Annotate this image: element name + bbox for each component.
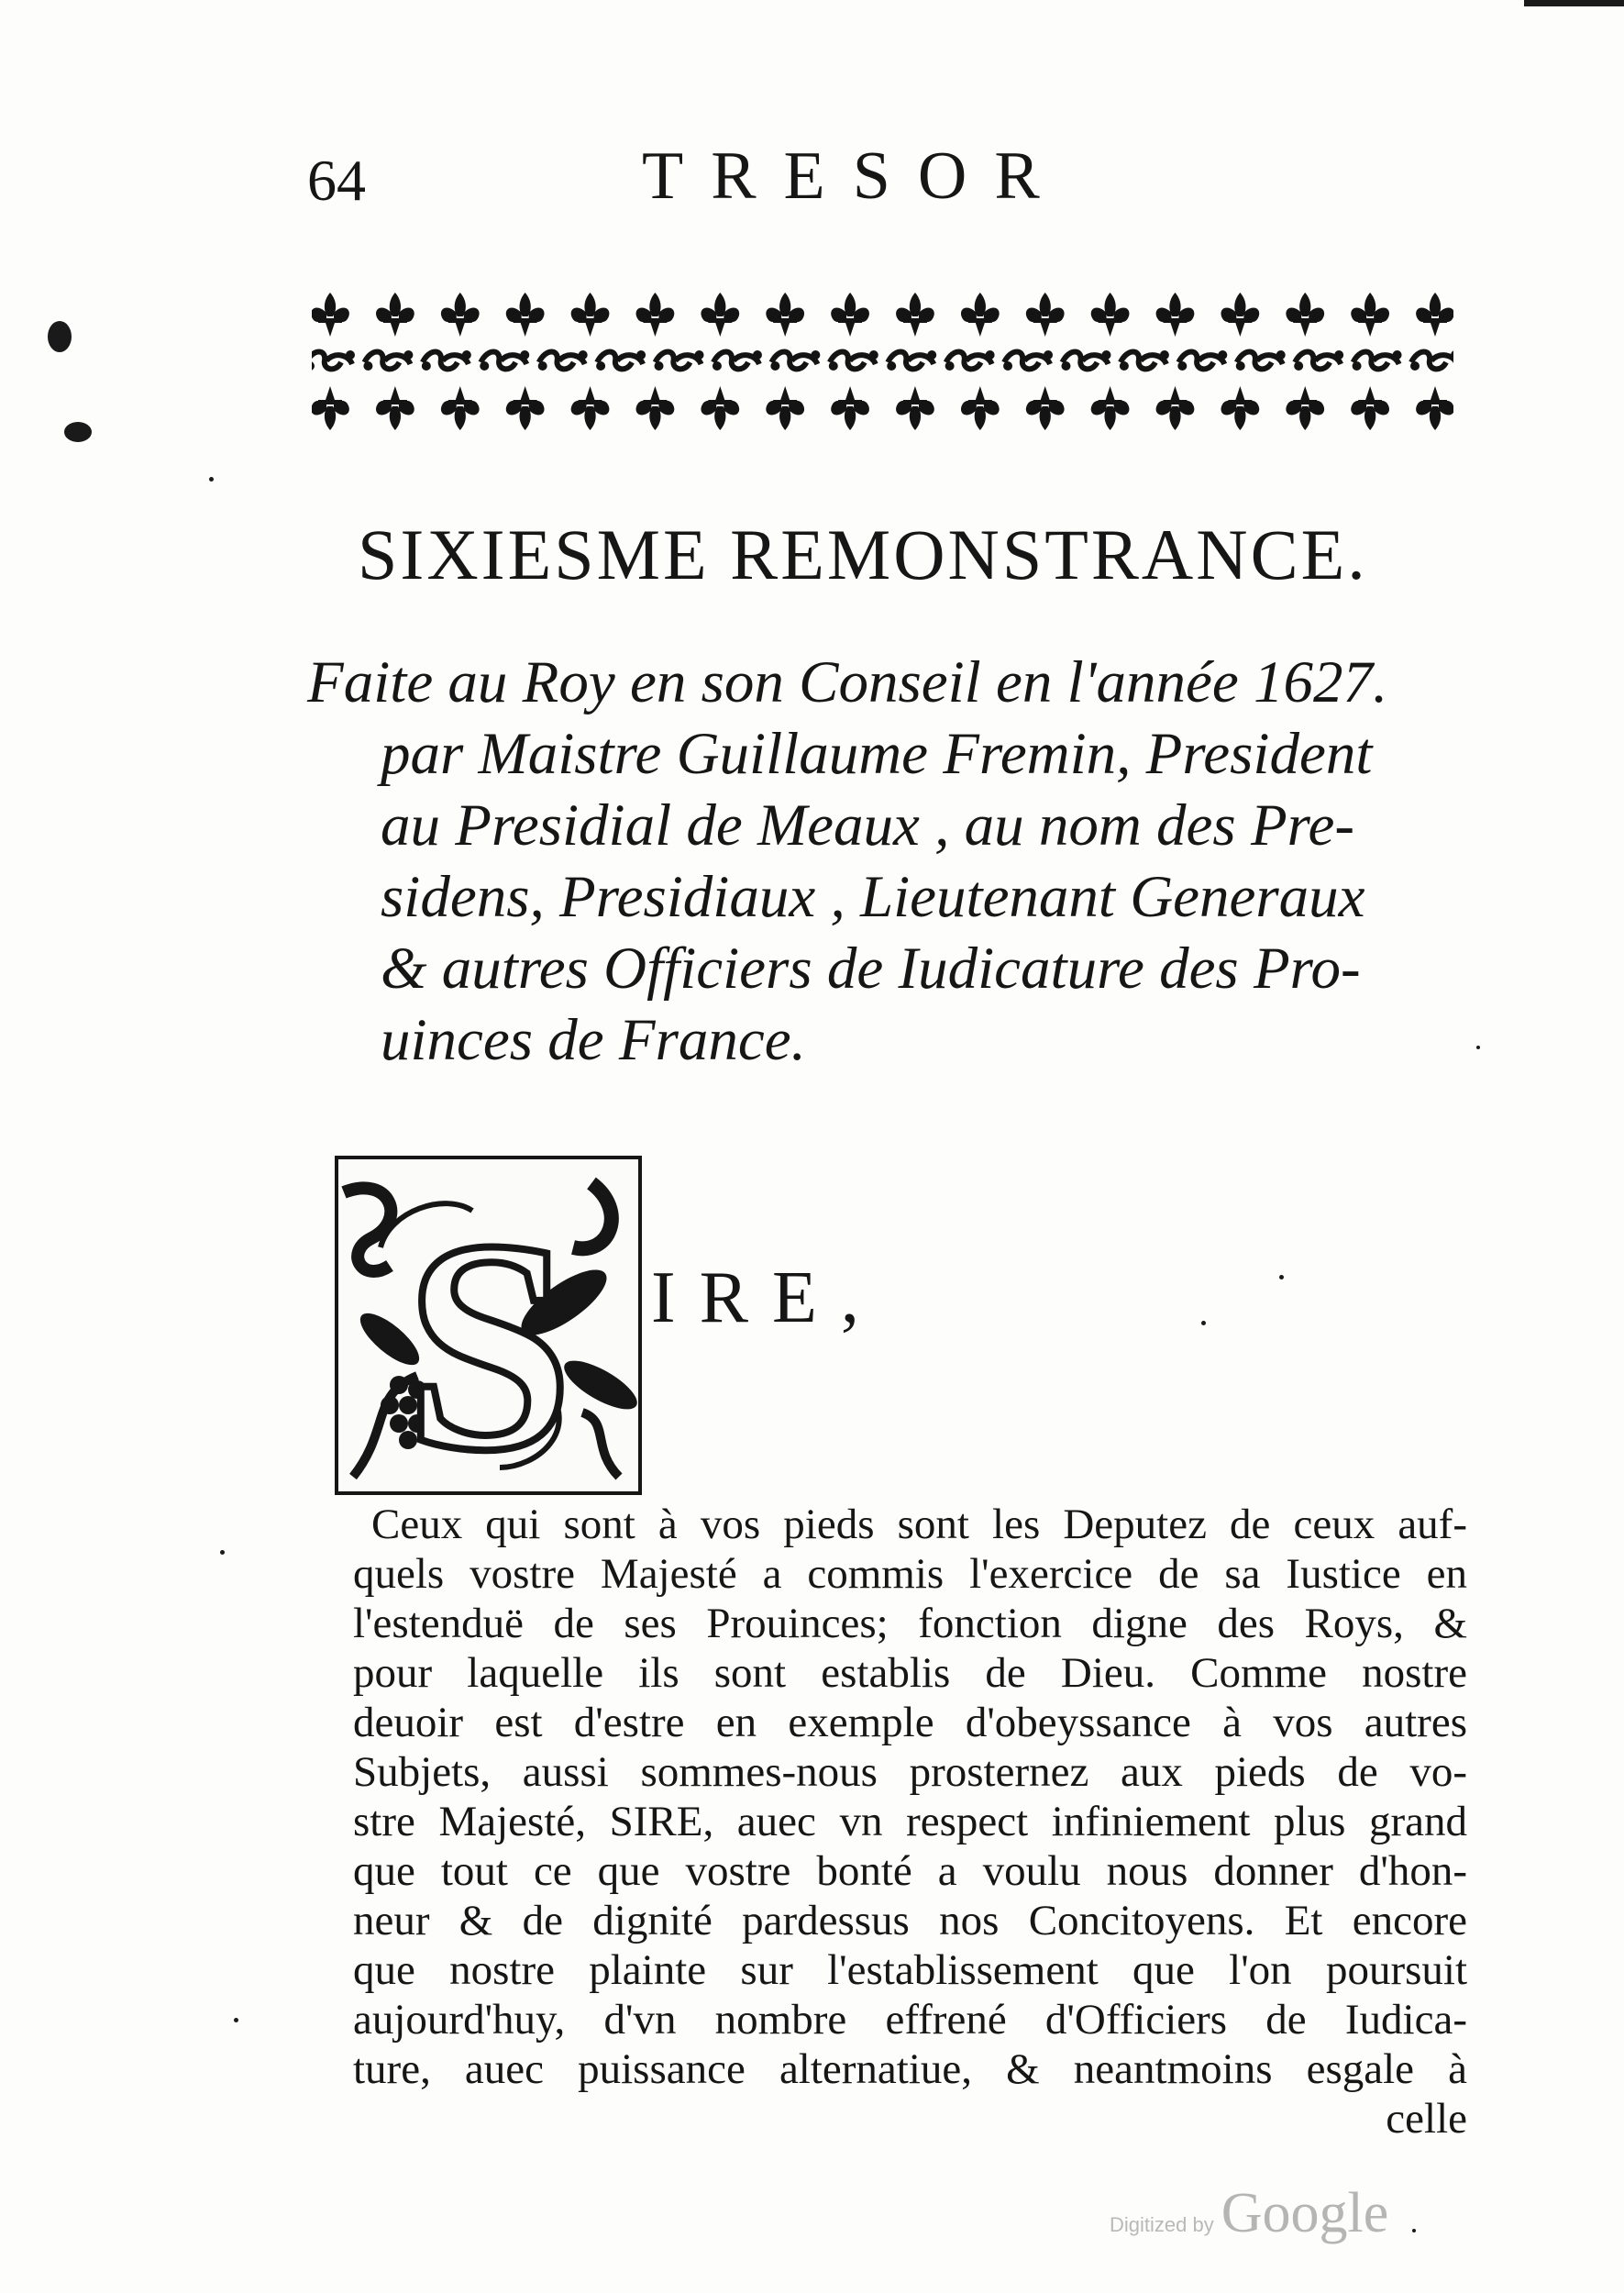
fleuron-unit [596,350,646,371]
ink-speck [220,1550,225,1555]
fleuron-unit [506,386,545,430]
fleuron-unit [480,350,529,371]
ink-speck [1524,0,1624,6]
fleuron-unit [441,386,480,430]
fleuron-unit [961,293,1000,337]
body-line: l'estenduë de ses Prouinces; fonction digne des Roys, & [353,1600,1467,1647]
fleuron-unit [1221,293,1259,337]
fleuron-unit [1286,293,1324,337]
body-line: deuoir est d'estre en exemple d'obeyssance à vos autres [353,1699,1467,1746]
digitized-label: Digitized by [1110,2213,1214,2236]
digitizer-brand: Google [1221,2182,1389,2244]
fleuron-unit [701,293,739,337]
fleuron-unit [636,386,675,430]
fleuron-unit [1091,386,1130,430]
fleuron-unit [713,350,762,371]
salutation: IRE, [651,1257,883,1338]
fleuron-unit [766,293,804,337]
fleuron-unit [1286,386,1324,430]
fleuron-unit [422,350,471,371]
fleuron-unit [1156,386,1195,430]
fleuron-unit [1410,350,1453,371]
fleuron-unit [1416,293,1453,337]
fleuron-unit [1353,350,1402,371]
subtitle-line: par Maistre Guillaume Fremin, President [381,721,1373,787]
page-number: 64 [307,148,366,213]
fleuron-unit [829,350,878,371]
fleuron-unit [770,350,820,371]
fleuron-unit [376,386,414,430]
fleuron-ornament-band [312,280,1453,436]
ink-speck [64,422,92,442]
body-line: aujourd'huy, d'vn nombre effrené d'Officiers de Iudica- [353,1996,1467,2044]
fleuron-unit [1236,350,1286,371]
fleuron-unit [887,350,936,371]
fleuron-unit [1003,350,1053,371]
fleuron-unit [363,350,413,371]
fleuron-unit [1351,293,1389,337]
fleuron-unit [1120,350,1169,371]
ink-speck [1476,1046,1480,1049]
subtitle-line: uinces de France. [381,1007,806,1073]
fleuron-unit [571,386,610,430]
section-title: SIXIESME REMONSTRANCE. [358,515,1368,594]
ink-speck [1279,1275,1284,1279]
digitization-watermark [1110,2181,1388,2246]
fleuron-unit [1351,386,1389,430]
fleuron-unit [1221,386,1259,430]
fleuron-unit [701,386,739,430]
running-head: TRESOR [642,138,1067,214]
fleuron-unit [376,293,414,337]
fleuron-unit [766,386,804,430]
fleuron-unit [896,293,934,337]
body-line: neur & de dignité pardessus nos Concitoyens. Et encore [353,1897,1467,1944]
ink-speck [234,2018,238,2022]
fleuron-unit [831,293,869,337]
body-line: stre Majesté, SIRE, auec vn respect infiniement plus grand [353,1798,1467,1845]
fleuron-unit [945,350,995,371]
body-line: Ceux qui sont à vos pieds sont les Deputez de ceux auf- [371,1501,1467,1548]
fleuron-unit [1026,386,1065,430]
catchword: celle [1386,2095,1467,2143]
fleuron-unit [571,293,610,337]
fleuron-unit [441,293,480,337]
fleuron-unit [1416,386,1453,430]
section-subtitle [307,647,1463,1076]
fleuron-unit [1156,293,1195,337]
subtitle-line: Faite au Roy en son Conseil en l'année 1627. [307,649,1388,715]
ink-speck [48,321,72,352]
fleuron-unit [1091,293,1130,337]
fleuron-unit [312,293,349,337]
subtitle-line: sidens, Presidiaux , Lieutenant Generaux [381,864,1365,930]
drop-cap-letter: S [404,1179,573,1495]
ink-speck [1412,2229,1416,2232]
fleuron-unit [655,350,704,371]
body-line: ture, auec puissance alternatiue, & neantmoins esgale à [353,2045,1467,2093]
fleuron-unit [1294,350,1343,371]
subtitle-line: au Presidial de Meaux , au nom des Pre- [381,792,1355,858]
fleuron-unit [1061,350,1110,371]
fleuron-unit [506,293,545,337]
body-line: que tout ce que vostre bonté a voulu nous donner d'hon- [353,1847,1467,1895]
subtitle-line: & autres Officiers de Iudicature des Pro- [381,936,1361,1002]
fleuron-unit [896,386,934,430]
fleuron-unit [636,293,675,337]
fleuron-unit [1026,293,1065,337]
fleuron-unit [538,350,588,371]
fleuron-unit [961,386,1000,430]
body-line: quels vostre Majesté a commis l'exercice de sa Iustice en [353,1550,1467,1598]
fleuron-unit [1177,350,1227,371]
body-line: que nostre plainte sur l'establissement que l'on poursuit [353,1946,1467,1994]
fleuron-unit [831,386,869,430]
body-line: Subjets, aussi sommes-nous prosternez aux pieds de vo- [353,1748,1467,1796]
fleuron-unit [312,386,349,430]
body-line: pour laquelle ils sont establis de Dieu. Comme nostre [353,1649,1467,1697]
ink-speck [1201,1321,1206,1325]
fleuron-unit [312,350,355,371]
decorated-initial-s [335,1156,642,1495]
body-paragraph [353,1500,1467,2143]
ink-speck [209,477,214,482]
